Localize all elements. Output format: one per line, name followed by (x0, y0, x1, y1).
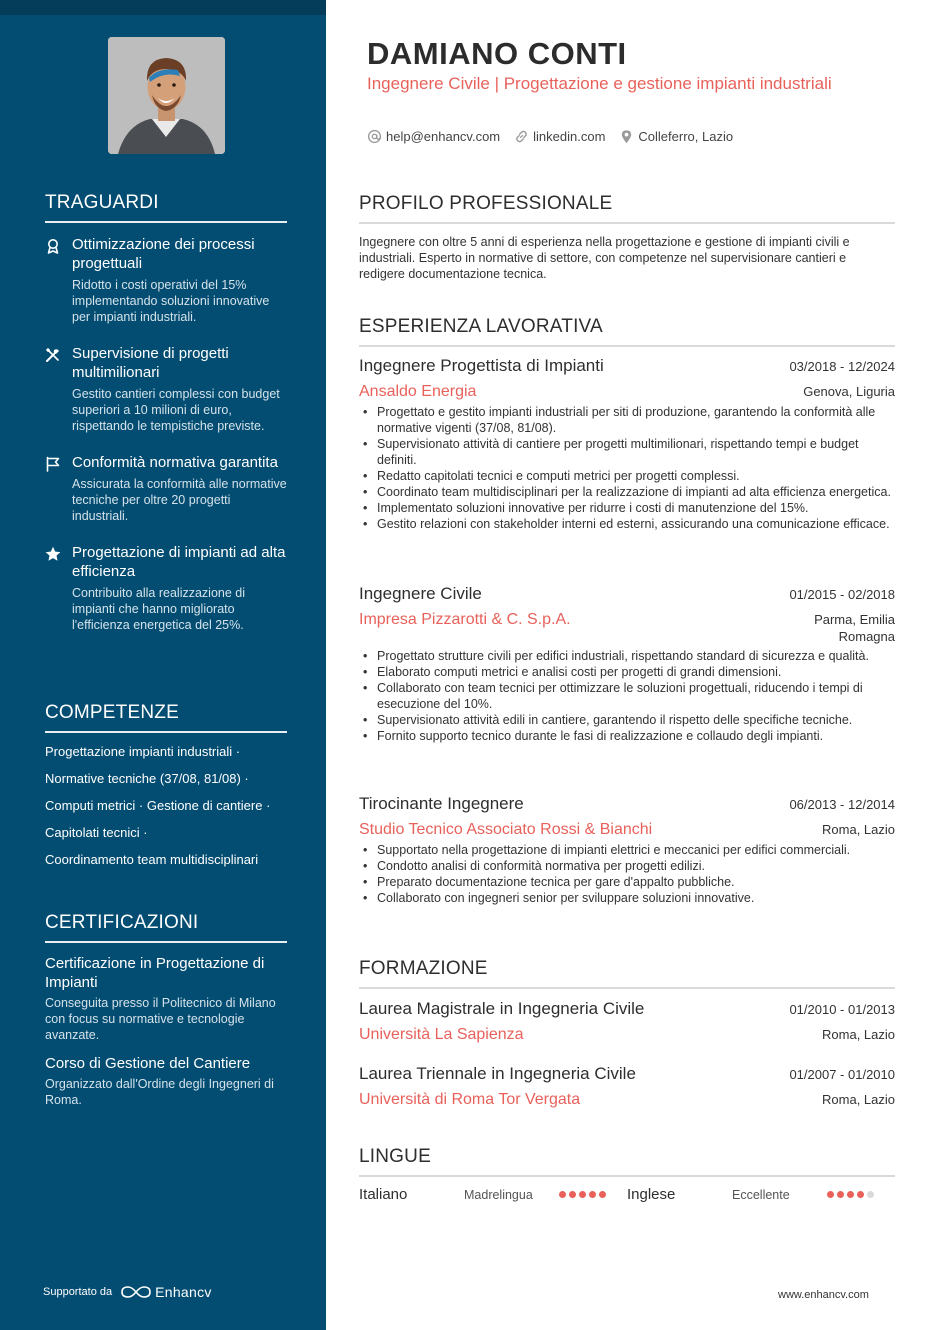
job-entry (359, 794, 895, 906)
language-name: Italiano (359, 1186, 408, 1203)
skill-item: Normative tecniche (37/08, 81/08) · (45, 771, 249, 786)
job-company: Impresa Pizzarotti & C. S.p.A. (359, 611, 571, 628)
powered-by (43, 1284, 212, 1300)
education-entry (359, 999, 895, 1044)
job-bullet: • Condotto analisi di conformità normativa per progetti edilizi. (359, 858, 895, 874)
job-location: Parma, Emilia Romagna (814, 612, 895, 644)
job-bullet: • Gestito relazioni con stakeholder interni ed esterni, assicurando una comunicazione efficace. (359, 516, 895, 532)
achievement-title: Progettazione di impianti ad alta efficienza (72, 544, 286, 580)
language-list (359, 1186, 895, 1203)
at-icon (367, 129, 382, 144)
achievement-title: Supervisione di progetti multimilionari (72, 345, 229, 381)
job-location: Genova, Liguria (803, 384, 895, 399)
contact-linkedin[interactable] (514, 129, 605, 144)
avatar (108, 37, 225, 154)
achievement-desc: Gestito cantieri complessi con budget superiori a 10 milioni di euro, rispettando le tempistiche previste. (72, 387, 280, 433)
achievement-desc: Assicurata la conformità alle normative tecniche per oltre 20 progetti industriali. (72, 477, 287, 523)
skill-item: Coordinamento team multidisciplinari (45, 852, 259, 867)
job-title: Tirocinante Ingegnere (359, 794, 524, 813)
degree-title: Laurea Triennale in Ingegneria Civile (359, 1064, 636, 1083)
education-title: FORMAZIONE (359, 958, 895, 989)
skills-section (45, 702, 287, 868)
achievement-item (45, 235, 287, 325)
education-entry (359, 1064, 895, 1109)
rating-dot (867, 1191, 874, 1198)
school-location: Roma, Lazio (822, 1027, 895, 1042)
contact-email-text: help@enhancv.com (386, 129, 501, 144)
certification-title: Corso di Gestione del Cantiere (45, 1055, 251, 1072)
contact-linkedin-text: linkedin.com (533, 129, 606, 144)
job-bullet: • Fornito supporto tecnico durante le fasi di realizzazione e collaudo degli impianti. (359, 728, 895, 744)
job-bullet: • Supervisionato attività edili in cantiere, garantendo il rispetto delle specifiche tecniche. (359, 712, 895, 728)
rating-dot (599, 1191, 606, 1198)
job-title: Ingegnere Civile (359, 584, 482, 603)
rating-dot (847, 1191, 854, 1198)
language-level: Eccellente (732, 1187, 790, 1202)
certifications-section (45, 912, 287, 1108)
sidebar-top-bar (0, 0, 326, 15)
job-title: Ingegnere Progettista di Impianti (359, 356, 604, 375)
skill-item: Progettazione impianti industriali · (45, 744, 241, 759)
language-item (627, 1186, 895, 1203)
rating-dot (559, 1191, 566, 1198)
job-bullets (359, 648, 895, 744)
rating-dot (579, 1191, 586, 1198)
contact-location-text: Colleferro, Lazio (638, 129, 734, 144)
certification-desc: Organizzato dall'Ordine degli Ingegneri di Roma. (45, 1077, 274, 1107)
skill-item: Computi metrici · Gestione di cantiere · (45, 798, 271, 813)
contact-location (619, 129, 733, 144)
profile-title: PROFILO PROFESSIONALE (359, 193, 895, 224)
candidate-name: DAMIANO CONTI (367, 36, 627, 71)
school-name: Università di Roma Tor Vergata (359, 1091, 581, 1108)
job-company: Ansaldo Energia (359, 383, 477, 400)
rating-dot (827, 1191, 834, 1198)
language-level: Madrelingua (464, 1187, 533, 1202)
achievements-title: TRAGUARDI (45, 192, 287, 223)
infinity-icon (120, 1284, 152, 1300)
enhancv-logo[interactable] (120, 1284, 212, 1300)
location-icon (619, 129, 634, 144)
job-bullet: • Progettato strutture civili per edifici industriali, rispettando standard di sicurezza e qualità. (359, 648, 895, 664)
powered-by-label: Supportato da (43, 1286, 113, 1298)
achievement-item (45, 344, 287, 434)
certification-title: Certificazione in Progettazione di Impianti (45, 955, 265, 991)
footer-url[interactable]: www.enhancv.com (778, 1289, 869, 1301)
skills-title: COMPETENZE (45, 702, 287, 733)
experience-title: ESPERIENZA LAVORATIVA (359, 316, 895, 347)
job-bullet: • Collaborato con team tecnici per ottimizzare le soluzioni progettuali, riducendo i tempi di esecuzione del 10%. (359, 680, 895, 712)
certifications-title: CERTIFICAZIONI (45, 912, 287, 943)
language-rating (559, 1191, 609, 1198)
job-company: Studio Tecnico Associato Rossi & Bianchi (359, 821, 653, 838)
skill-item: Capitolati tecnici · (45, 825, 148, 840)
job-entry (359, 356, 895, 532)
job-location: Roma, Lazio (822, 822, 895, 837)
job-bullet: • Redatto capitolati tecnici e computi metrici per progetti complessi. (359, 468, 895, 484)
achievement-item (45, 453, 287, 524)
job-bullet: • Supportato nella progettazione di impianti elettrici e meccanici per edifici commerciali. (359, 842, 895, 858)
achievement-title: Ottimizzazione dei processi progettuali (72, 236, 255, 272)
profile-summary: Ingegnere con oltre 5 anni di esperienza nella progettazione e gestione di impianti civili e industriali. Esperto in normative di settore, con competenze nel supervisionare cantieri e redigere documentazione tecnica. (359, 235, 850, 281)
achievements-section (45, 192, 287, 633)
school-name: Università La Sapienza (359, 1026, 524, 1043)
rating-dot (837, 1191, 844, 1198)
job-date: 06/2013 - 12/2014 (789, 797, 895, 812)
job-bullet: • Preparato documentazione tecnica per gare d'appalto pubbliche. (359, 874, 895, 890)
language-name: Inglese (627, 1186, 676, 1203)
candidate-role: Ingegnere Civile | Progettazione e gestione impianti industriali (367, 74, 832, 93)
degree-title: Laurea Magistrale in Ingegneria Civile (359, 999, 645, 1018)
contact-email[interactable] (367, 129, 500, 144)
sidebar (0, 0, 326, 1330)
rating-dot (857, 1191, 864, 1198)
languages-title: LINGUE (359, 1146, 895, 1177)
job-entry (359, 584, 895, 744)
job-bullet: • Progettato e gestito impianti industriali per siti di produzione, garantendo la conformità alle normative vigenti (37/08, 81/08). (359, 404, 895, 436)
flag-icon (45, 456, 61, 472)
job-bullet: • Implementato soluzioni innovative per ridurre i costi di manutenzione del 15%. (359, 500, 895, 516)
job-bullets (359, 842, 895, 906)
tools-icon (45, 347, 61, 363)
achievement-desc: Ridotto i costi operativi del 15% implementando soluzioni innovative per impianti industriali. (72, 278, 270, 324)
rating-dot (569, 1191, 576, 1198)
job-bullet: • Elaborato computi metrici e analisi costi per progetti di grandi dimensioni. (359, 664, 895, 680)
job-date: 01/2015 - 02/2018 (789, 587, 895, 602)
degree-date: 01/2010 - 01/2013 (789, 1002, 895, 1017)
star-icon (45, 546, 61, 562)
language-rating (827, 1191, 877, 1198)
achievement-title: Conformità normativa garantita (72, 454, 278, 471)
achievement-desc: Contribuito alla realizzazione di impianti che hanno migliorato l'efficienza energetica del 25%. (72, 586, 246, 632)
certification-item (45, 1054, 287, 1108)
profile-photo (108, 37, 225, 154)
language-item (359, 1186, 627, 1203)
contact-list (367, 129, 747, 144)
job-bullet: • Supervisionato attività di cantiere per progetti multimilionari, rispettando tempi e budget definiti. (359, 436, 895, 468)
job-date: 03/2018 - 12/2024 (789, 359, 895, 374)
achievement-item (45, 543, 287, 633)
school-location: Roma, Lazio (822, 1092, 895, 1107)
degree-date: 01/2007 - 01/2010 (789, 1067, 895, 1082)
job-bullet: • Collaborato con ingegneri senior per sviluppare soluzioni innovative. (359, 890, 895, 906)
job-bullet: • Coordinato team multidisciplinari per la realizzazione di impianti ad alta efficienza energetica. (359, 484, 895, 500)
rating-dot (589, 1191, 596, 1198)
award-icon (45, 238, 61, 254)
brand-name: Enhancv (155, 1284, 212, 1300)
link-icon (514, 129, 529, 144)
certification-desc: Conseguita presso il Politecnico di Milano con focus su normative e tecnologie avanzate. (45, 996, 276, 1042)
job-bullets (359, 404, 895, 532)
certification-item (45, 954, 287, 1043)
